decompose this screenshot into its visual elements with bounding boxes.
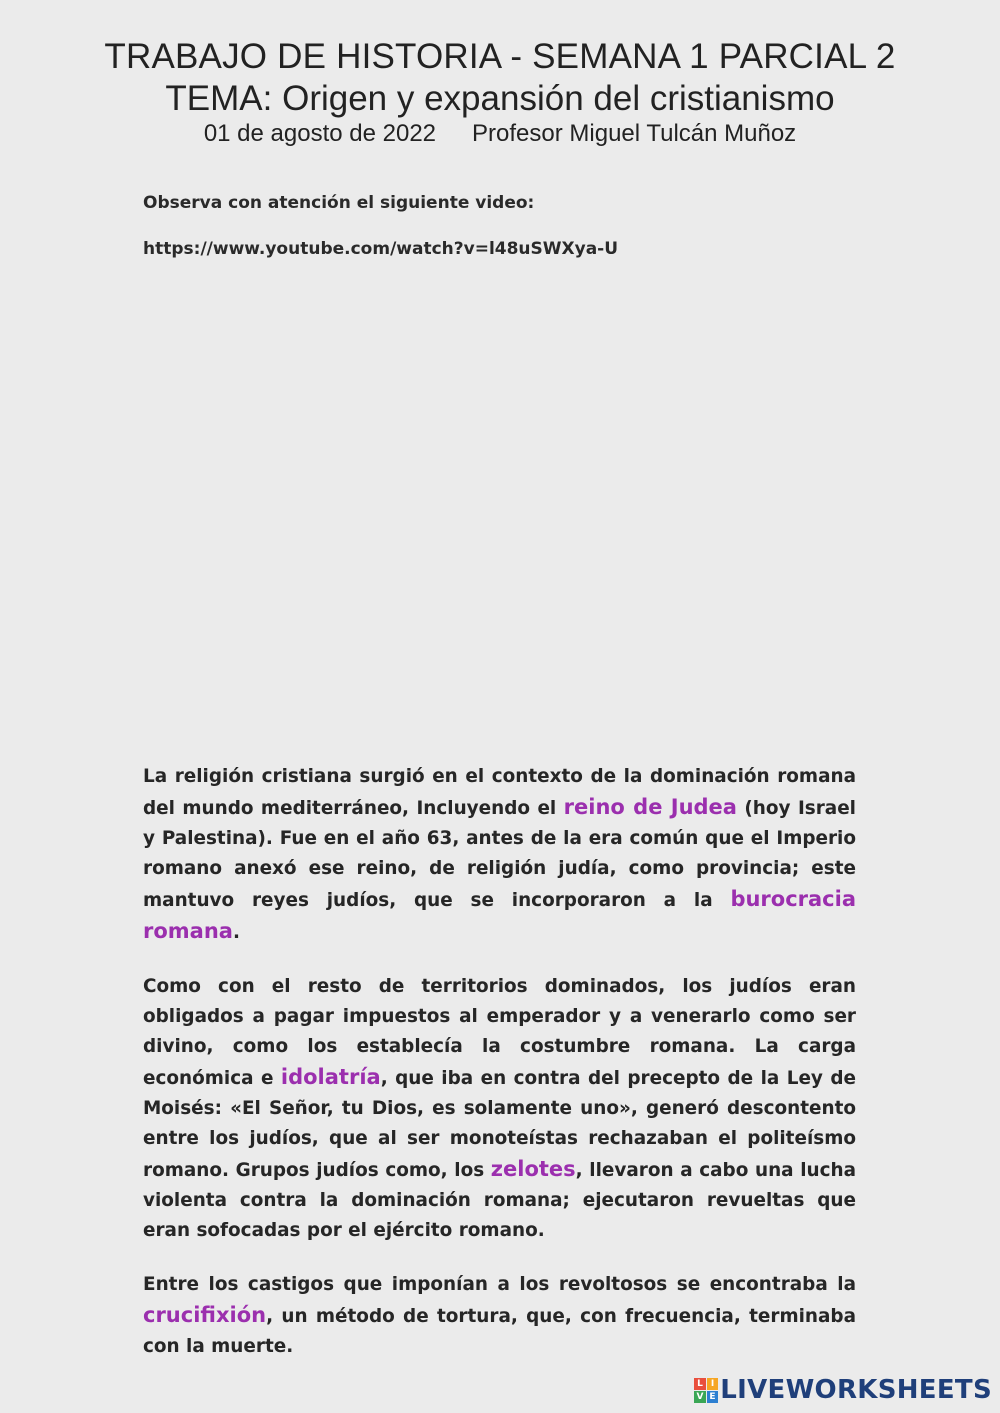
paragraph-text: Entre los castigos que imponían a los revoltosos se encontraba la bbox=[143, 1274, 856, 1295]
paragraph-3 bbox=[143, 1270, 856, 1362]
logo-letter-e: E bbox=[707, 1391, 719, 1403]
paragraph-text: . bbox=[232, 922, 240, 943]
highlight-term: burocracia romana bbox=[143, 887, 856, 943]
paragraph-text: (hoy Israel y Palestina). Fue en el año 63, antes de la era común que el Imperio romano anexó ese reino, de religión judía, como provincia; este mantuvo reyes judíos, que se incorporaron a la bbox=[143, 798, 856, 911]
highlight-term: reino de Judea bbox=[563, 795, 737, 819]
reading-text bbox=[143, 762, 856, 1386]
paragraph-2 bbox=[143, 972, 856, 1246]
worksheet-teacher: Profesor Miguel Tulcán Muñoz bbox=[472, 120, 797, 147]
logo-letter-i: I bbox=[707, 1378, 719, 1390]
logo-letter-v: V bbox=[694, 1391, 706, 1403]
paragraph-1 bbox=[143, 762, 856, 948]
worksheet-header bbox=[0, 36, 1000, 148]
highlight-term: idolatría bbox=[280, 1065, 381, 1089]
logo-letter-l: L bbox=[694, 1378, 706, 1390]
paragraph-text: , llevaron a cabo una lucha violenta contra la dominación romana; ejecutaron revueltas que eran sofocadas por el ejército romano. bbox=[143, 1160, 856, 1241]
video-instruction: Observa con atención el siguiente video: bbox=[143, 193, 535, 213]
intro-section bbox=[143, 193, 618, 261]
liveworksheets-logo[interactable] bbox=[694, 1375, 992, 1405]
paragraph-text: , un método de tortura, que, con frecuencia, terminaba con la muerte. bbox=[143, 1306, 856, 1357]
paragraph-text: , que iba en contra del precepto de la Ley de Moisés: «El Señor, tu Dios, es solamente uno», generó descontento entre los judíos, que al ser monoteístas rechazaban el politeísmo romano. Grupos judíos como, los bbox=[143, 1068, 856, 1181]
worksheet-title: TRABAJO DE HISTORIA - SEMANA 1 PARCIAL 2 bbox=[104, 37, 896, 76]
highlight-term: crucifixión bbox=[143, 1303, 267, 1327]
video-link[interactable]: https://www.youtube.com/watch?v=l48uSWXya-U bbox=[143, 239, 619, 259]
brand-name: LIVEWORKSHEETS bbox=[720, 1375, 992, 1405]
worksheet-meta bbox=[0, 120, 1000, 148]
worksheet-date: 01 de agosto de 2022 bbox=[203, 120, 437, 147]
paragraph-text: La religión cristiana surgió en el contexto de la dominación romana del mundo mediterráneo, Incluyendo el bbox=[143, 766, 856, 819]
paragraph-text: Como con el resto de territorios dominados, los judíos eran obligados a pagar impuestos al emperador y a venerarlo como ser divino, como los establecía la costumbre romana. La carga económica e bbox=[143, 976, 856, 1089]
liveworksheets-logo-icon bbox=[694, 1378, 718, 1402]
video-embed-area[interactable] bbox=[143, 285, 856, 735]
highlight-term: zelotes bbox=[490, 1157, 576, 1181]
worksheet-topic: TEMA: Origen y expansión del cristianismo bbox=[165, 79, 835, 118]
